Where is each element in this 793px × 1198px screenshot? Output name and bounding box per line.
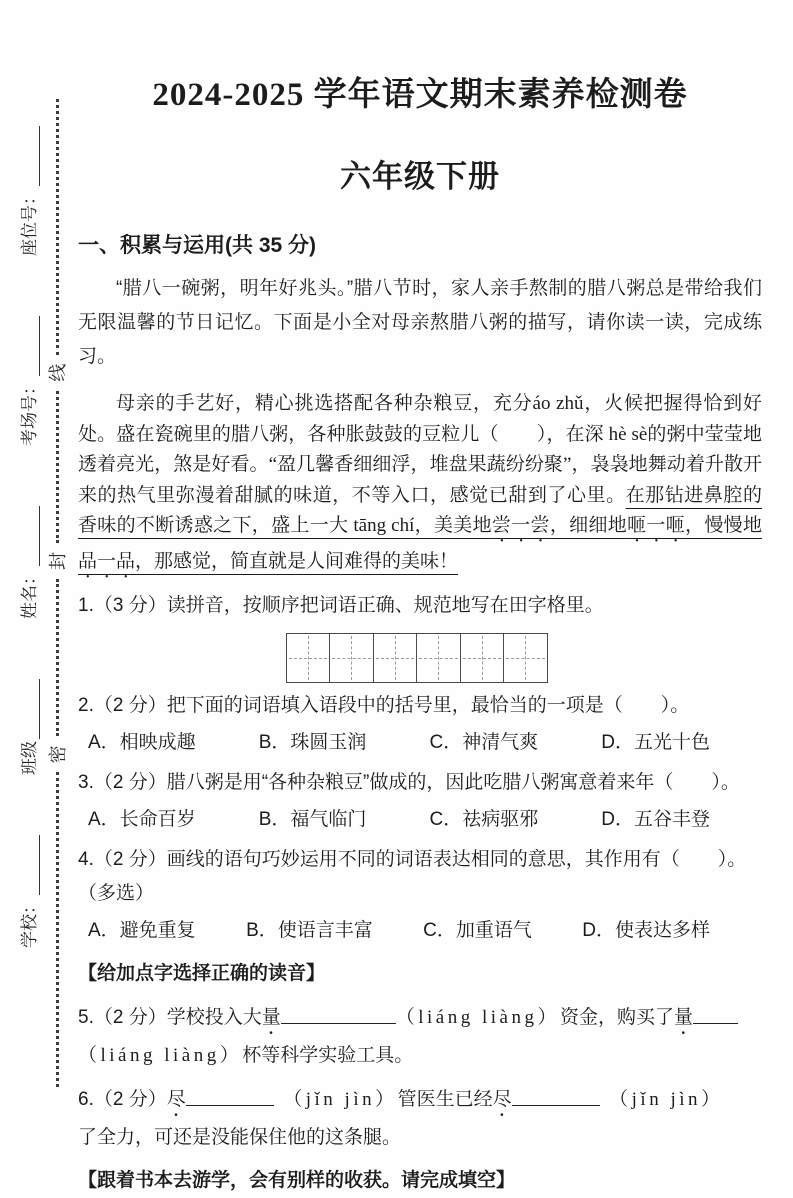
question-4	[78, 843, 762, 911]
dotted-char-liang-1: 量	[261, 1007, 281, 1028]
class-label: 班级	[20, 741, 39, 775]
option-b[interactable]: B．珠圆玉润	[258, 732, 367, 753]
option-c[interactable]: C．祛病驱邪	[429, 809, 539, 830]
seal-char-feng: 封	[48, 552, 68, 571]
question-5	[78, 1001, 762, 1073]
class-input-line[interactable]	[36, 679, 40, 739]
underline-pre: 在那钻进鼻腔的香味的不断诱惑之下，盛上一大 tāng chí，美美地	[78, 484, 762, 536]
seal-char-xian: 线	[48, 363, 68, 382]
option-a[interactable]: A．相映成趣	[88, 732, 196, 753]
option-c[interactable]: C．加重语气	[423, 920, 532, 941]
pinyin-jinjin-2: （jǐn jìn）	[618, 1089, 724, 1110]
answer-blank-q6-2[interactable]	[512, 1103, 600, 1106]
emphasized-word-1: 尝一尝	[491, 515, 550, 536]
question-6-mid: 管医生已经	[397, 1089, 493, 1110]
name-field	[15, 506, 40, 619]
tianzige-cell[interactable]	[460, 633, 505, 683]
underline-post: ，那感觉，简直就是人间难得的美味！	[135, 551, 459, 572]
tianzige-grid	[286, 633, 555, 683]
question-3-options	[78, 803, 762, 837]
question-4-multi-select-note: （多选）	[78, 883, 155, 904]
question-4-text: 4.（2 分）画线的语句巧妙运用不同的词语表达相同的意思，其作用有（ ）。	[78, 849, 747, 870]
pinyin-liangliang-1: （liáng liàng）	[395, 1007, 560, 1028]
exam-room-input-line[interactable]	[36, 316, 40, 376]
question-4-options	[78, 914, 762, 948]
paper-title: 2024-2025 学年语文期末素养检测卷	[152, 77, 688, 113]
tianzige-cell[interactable]	[503, 633, 548, 683]
option-c[interactable]: C．神清气爽	[429, 732, 539, 753]
dotted-char-jin-1: 尽	[166, 1089, 186, 1110]
seal-char-mi: 密	[48, 745, 68, 764]
seat-number-input-line[interactable]	[36, 126, 40, 186]
passage-normal-text: 母亲的手艺好，精心挑选搭配各种杂粮豆，充分áo zhǔ，火候把握得恰到好处。盛在瓷碗里的腊八粥，各种胀鼓鼓的豆粒儿（ ），在深 hè sè的粥中莹莹地透着亮光，煞是好看。“盈几馨香细细浮，堆盘果蔬纷纷聚”，袅袅地舞动着升散开来的热气里弥漫着甜腻的味道，不等入口，感觉已甜到了心里。	[78, 393, 762, 506]
tianzige-cell[interactable]	[286, 633, 331, 683]
class-field	[15, 679, 40, 775]
emphasized-word-2: 咂一咂	[627, 515, 686, 536]
exam-room-field	[15, 316, 40, 446]
seal-dots	[56, 391, 59, 543]
question-2-options	[78, 726, 762, 760]
section-heading: 一、积累与运用(共 35 分)	[78, 234, 317, 257]
question-6	[78, 1083, 762, 1155]
pinyin-jinjin-1: （jǐn jìn）	[292, 1089, 398, 1110]
question-2: 2.（2 分）把下面的词语填入语段中的括号里，最恰当的一项是（ ）。	[78, 695, 690, 716]
exam-paper	[78, 60, 762, 1198]
seal-line	[46, 90, 68, 1096]
seat-number-field	[15, 126, 40, 256]
question-5-mid: 资金，购买了	[559, 1007, 674, 1028]
question-5-pre: 5.（2 分）学校投入大	[78, 1007, 262, 1028]
school-field	[15, 835, 40, 948]
tianzige-cell[interactable]	[416, 633, 461, 683]
question-6-line2: 了全力，可还是没能保住他的这条腿。	[78, 1127, 402, 1148]
school-label: 学校：	[20, 897, 39, 948]
seal-dots	[56, 579, 59, 736]
question-3: 3.（2 分）腊八粥是用“各种杂粮豆”做成的，因此吃腊八粥寓意着来年（ ）。	[78, 772, 740, 793]
option-a[interactable]: A．避免重复	[88, 920, 196, 941]
dotted-char-liang-2: 量	[673, 1007, 693, 1028]
answer-blank-q6-1[interactable]	[186, 1103, 274, 1106]
underline-mid-1: ，细细地	[549, 515, 628, 536]
dotted-char-jin-2: 尽	[492, 1089, 512, 1110]
instruction-bracket-1: 【给加点字选择正确的读音】	[78, 963, 326, 984]
option-b[interactable]: B．使语言丰富	[246, 920, 373, 941]
seal-dots	[56, 772, 59, 1087]
name-label: 姓名：	[20, 568, 39, 619]
question-6-pre: 6.（2 分）	[78, 1089, 167, 1110]
exam-room-label: 考场号：	[20, 378, 39, 446]
pinyin-liangliang-2: （liáng liàng）	[78, 1045, 243, 1066]
question-1: 1.（3 分）读拼音，按顺序把词语正确、规范地写在田字格里。	[78, 595, 604, 616]
reading-passage	[78, 389, 762, 583]
option-d[interactable]: D．五光十色	[601, 732, 710, 753]
question-5-line2: 杯等科学实验工具。	[242, 1045, 414, 1066]
option-d[interactable]: D．五谷丰登	[601, 809, 710, 830]
emphasized-word-3: 品一品	[78, 551, 136, 572]
option-d[interactable]: D．使表达多样	[582, 920, 710, 941]
answer-blank-q5-2[interactable]	[693, 1021, 738, 1024]
answer-blank-q5-1[interactable]	[281, 1021, 396, 1024]
seat-number-label: 座位号：	[20, 188, 39, 256]
school-input-line[interactable]	[36, 835, 40, 895]
paper-subtitle: 六年级下册	[340, 159, 500, 194]
instruction-bracket-2: 【跟着书本去游学，会有别样的收获。请完成填空】	[78, 1170, 516, 1191]
intro-paragraph: “腊八一碗粥，明年好兆头。”腊八节时，家人亲手熬制的腊八粥总是带给我们无限温馨的节日记忆。下面是小全对母亲熬腊八粥的描写，请你读一读，完成练习。	[78, 278, 762, 367]
tianzige-cell[interactable]	[329, 633, 374, 683]
option-b[interactable]: B．福气临门	[258, 809, 367, 830]
exam-margin-fields	[12, 126, 40, 948]
name-input-line[interactable]	[36, 506, 40, 566]
underline-mid-2: ，慢慢地	[685, 515, 762, 536]
tianzige-cell[interactable]	[373, 633, 418, 683]
seal-dots	[56, 99, 59, 355]
option-a[interactable]: A．长命百岁	[88, 809, 196, 830]
